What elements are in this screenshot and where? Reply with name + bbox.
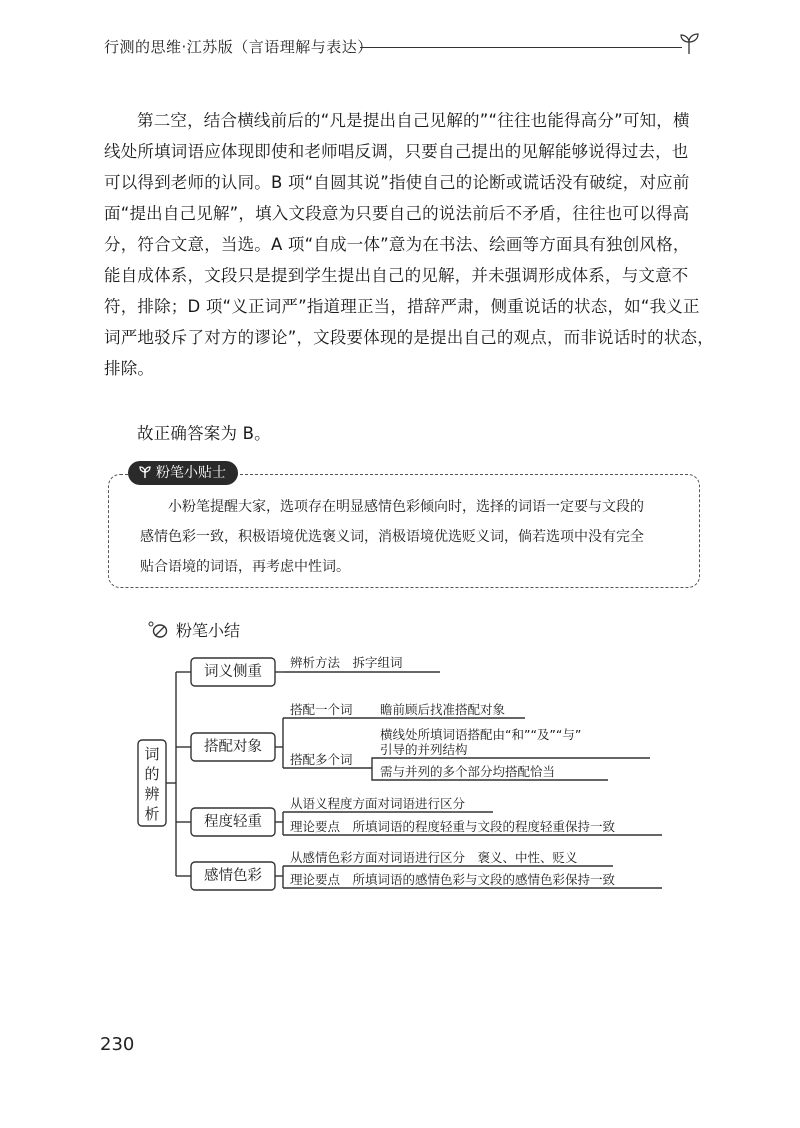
summary-title [148, 618, 240, 641]
explanation-line: 排除。 [104, 359, 155, 378]
explanation-line: 第二空，结合横线前后的“凡是提出自己见解的”“往往也能得高分”可知，横 [137, 111, 690, 130]
tip-text [140, 492, 680, 582]
tip-line: 感情色彩一致，积极语境优选褒义词，消极语境优选贬义词，倘若选项中没有完全 [140, 529, 644, 545]
sprout-icon [676, 30, 702, 56]
explanation-line: 符，排除；D 项“义正词严”指道理正当，措辞严肃，侧重说话的状态，如“我义正 [104, 297, 700, 316]
explanation-line: 线处所填词语应体现即使和老师唱反调，只要自己提出的见解能够说得过去，也 [104, 142, 689, 161]
branch-label: 搭配对象 [204, 739, 262, 755]
explanation-line: 词严地驳斥了对方的谬论”，文段要体现的是提出自己的观点，而非说话时的状态， [104, 328, 714, 347]
branch-sub-text: 横线处所填词语搭配由“和”“及”“与” [380, 727, 582, 742]
explanation-line: 可以得到老师的认同。B 项“自圆其说”指使自己的论断或谎话没有破绽，对应前 [104, 173, 690, 192]
summary-title-text: 粉笔小结 [176, 621, 241, 640]
explanation-line: 能自成体系，文段只是提到学生提出自己的见解，并未强调形成体系，与文意不 [104, 266, 689, 285]
tip-label [128, 461, 238, 485]
mind-root-label: 词的辨析 [144, 745, 160, 823]
branch-item: 从感情色彩方面对词语进行区分 褒义、中性、贬义 [290, 850, 578, 865]
tip-line: 贴合语境的词语，再考虑中性词。 [140, 559, 350, 575]
branch-item: 辨析方法 拆字组词 [290, 655, 403, 670]
branch-sub-text: 需与并列的多个部分均搭配恰当 [380, 764, 556, 779]
branch-item: 理论要点 所填词语的感情色彩与文段的感情色彩保持一致 [290, 872, 616, 887]
branch-item: 理论要点 所填词语的程度轻重与文段的程度轻重保持一致 [290, 819, 616, 834]
branch-label: 词义侧重 [204, 664, 262, 680]
branch-label: 感情色彩 [204, 868, 262, 884]
explanation-paragraph [104, 105, 714, 384]
branch-item: 从语义程度方面对词语进行区分 [290, 796, 466, 811]
branch-label: 程度轻重 [204, 814, 262, 830]
pen-circle-icon [148, 621, 168, 639]
branch-sub-text: 引导的并列结构 [380, 742, 468, 757]
sprout-icon [138, 465, 152, 479]
answer-text: 故正确答案为 B。 [137, 424, 271, 443]
header-rule [360, 47, 682, 48]
answer-conclusion [104, 418, 704, 449]
tip-line: 小粉笔提醒大家，选项存在明显感情色彩倾向时，选择的词语一定要与文段的 [168, 499, 644, 515]
running-header: 行测的思维·江苏版（言语理解与表达） [104, 38, 373, 56]
branch-sub-label: 搭配一个词 [290, 702, 353, 717]
page-number: 230 [100, 1034, 135, 1055]
tip-label-text: 粉笔小贴士 [156, 465, 226, 481]
branch-sub-label: 搭配多个词 [290, 752, 353, 767]
explanation-line: 分，符合文意，当选。A 项“自成一体”意为在书法、绘画等方面具有独创风格， [104, 235, 690, 254]
explanation-line: 面“提出自己见解”，填入文段意为只要自己的说法前后不矛盾，往往也可以得高 [104, 204, 690, 223]
branch-sub-text: 瞻前顾后找准搭配对象 [380, 702, 506, 717]
